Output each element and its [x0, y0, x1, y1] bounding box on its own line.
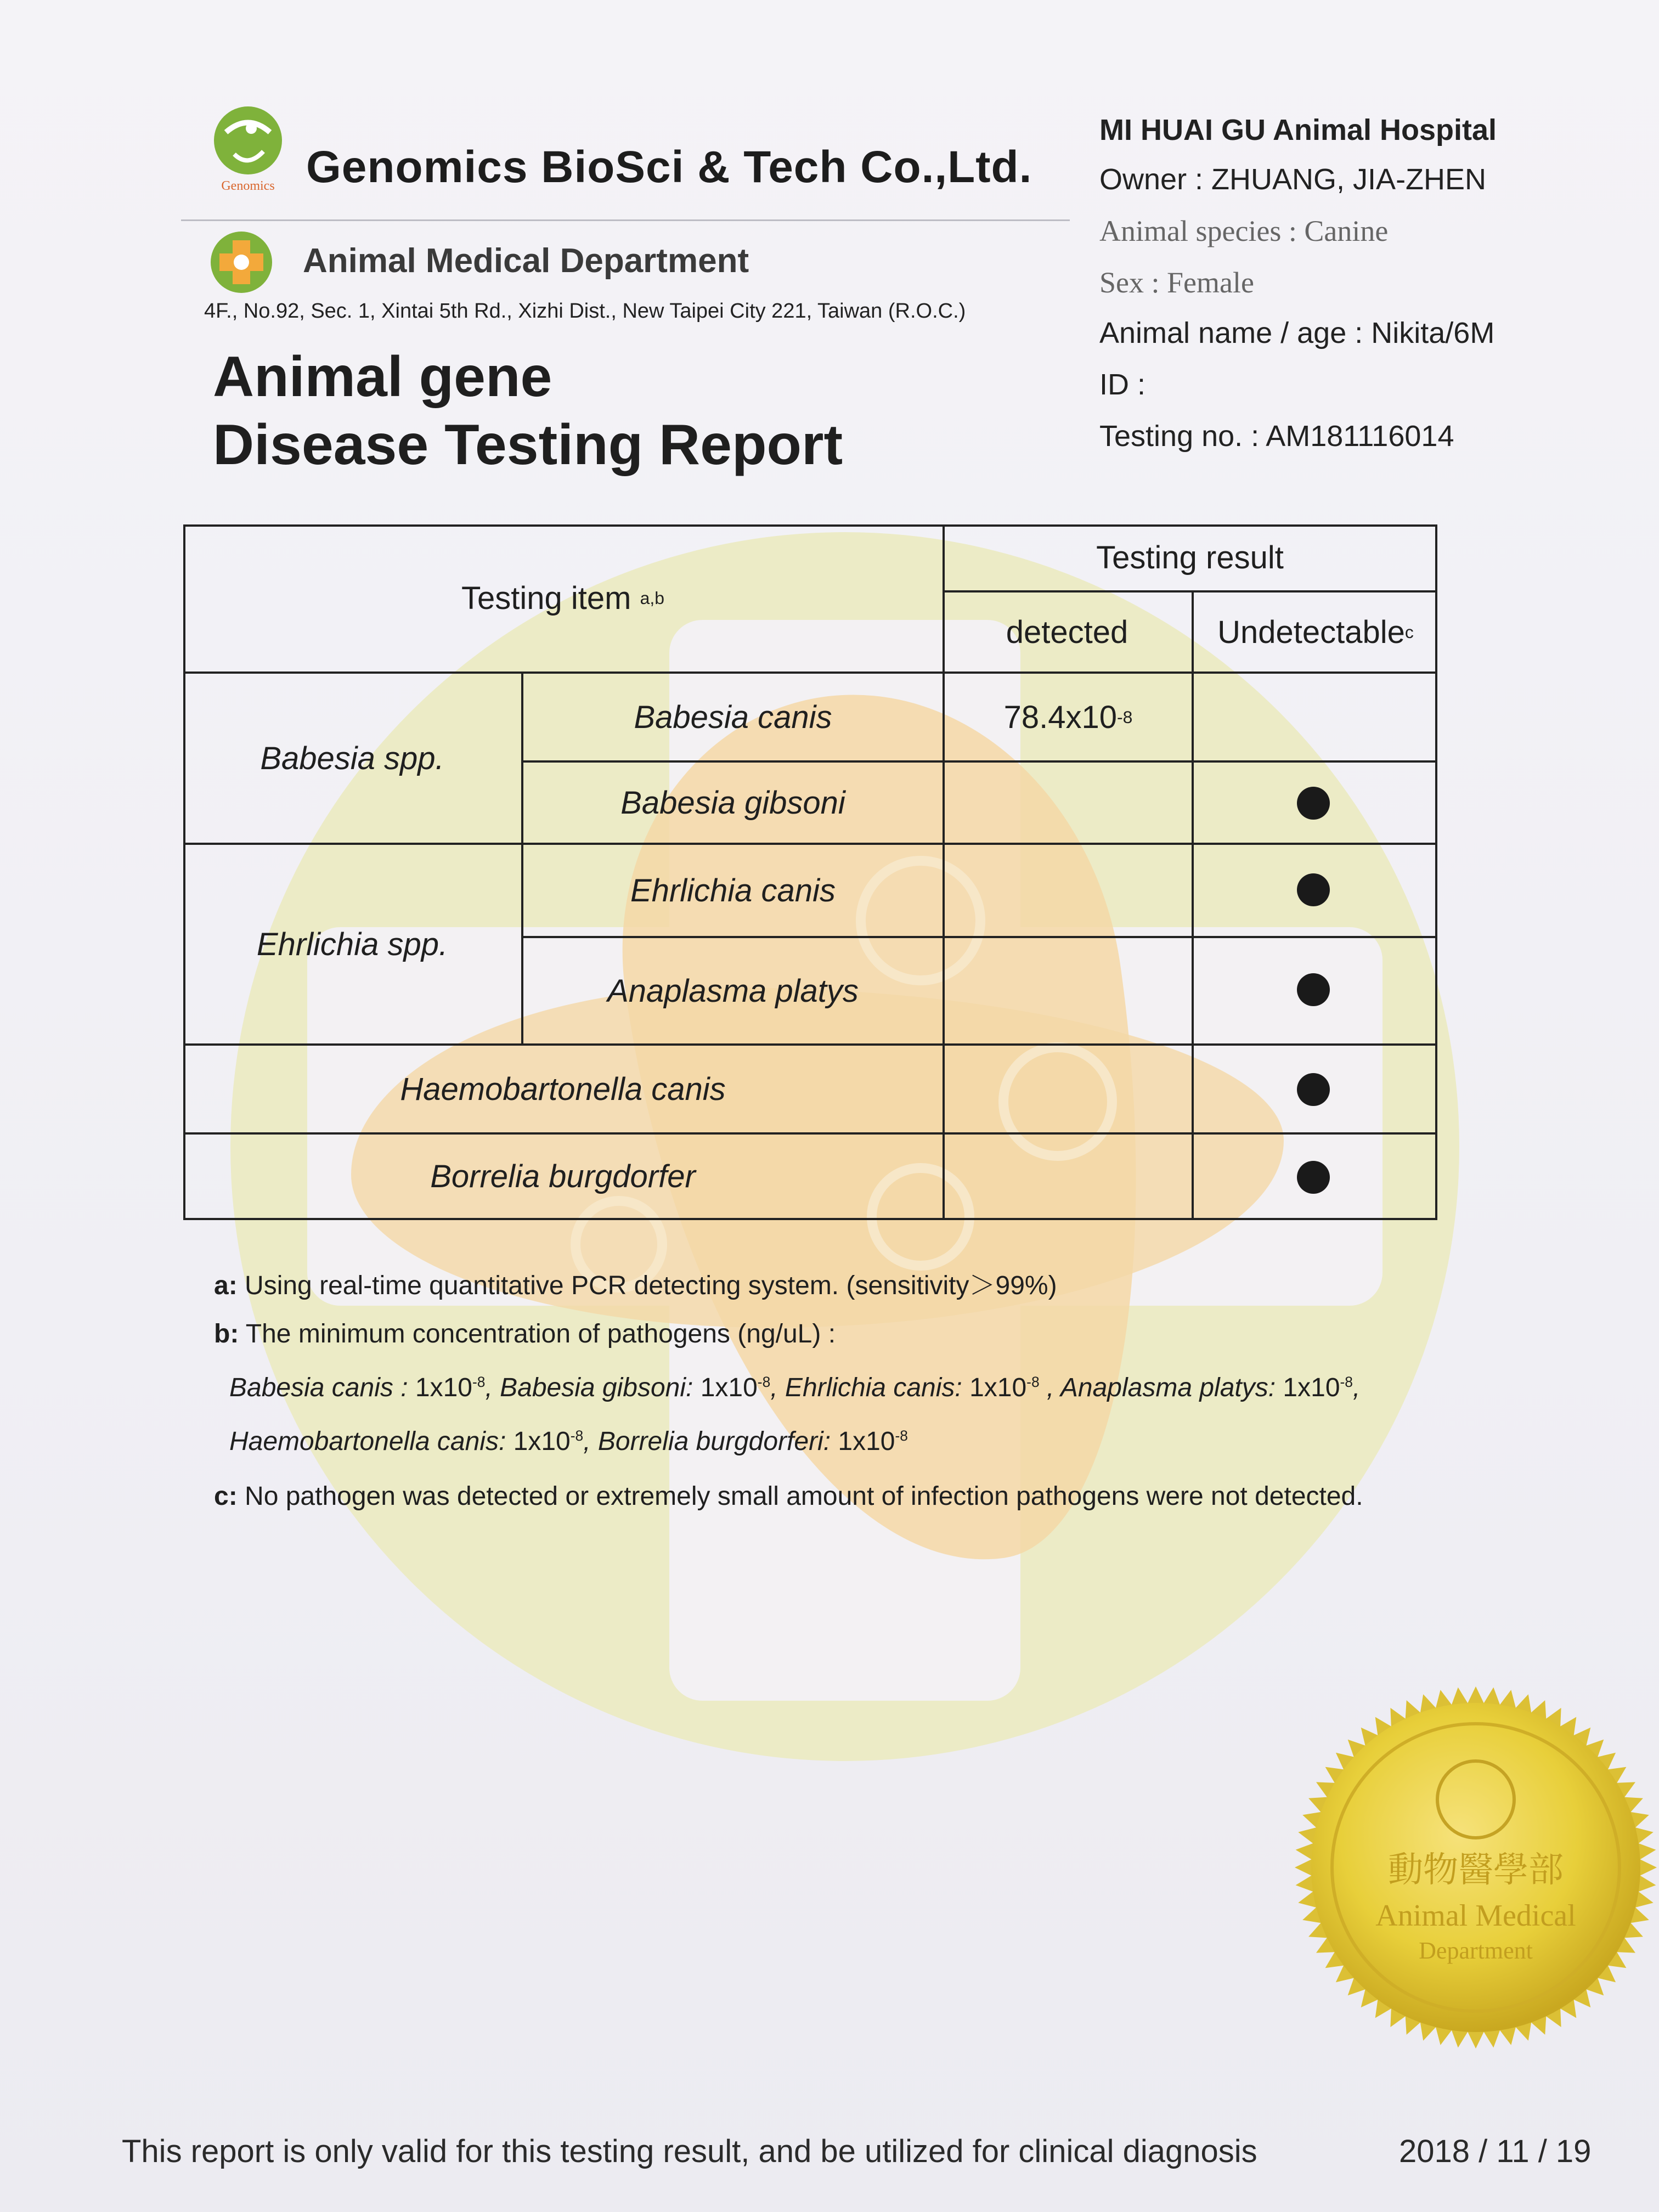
undetectable-mark — [1297, 787, 1330, 820]
results-table — [183, 524, 1437, 1220]
company-address: 4F., No.92, Sec. 1, Xintai 5th Rd., Xizhi Dist., New Taipei City 221, Taiwan (R.O.C.) — [204, 300, 966, 323]
sex-field: Sex : Female — [1099, 266, 1254, 299]
species-field: Animal species : Canine — [1099, 215, 1389, 247]
note-c: c: No pathogen was detected or extremely small amount of infection pathogens were not detected. — [214, 1482, 1363, 1511]
footer-disclaimer: This report is only valid for this testing result, and be utilized for clinical diagnosis — [122, 2134, 1257, 2169]
undetectable-mark — [1297, 873, 1330, 906]
undetectable-mark — [1297, 973, 1330, 1006]
department-logo — [208, 229, 274, 295]
undetectable-mark — [1297, 1073, 1330, 1106]
seal-chinese-text: 動物醫學部 — [1388, 1850, 1564, 1891]
note-b-concentrations-line2: Haemobartonella canis: $1x10^{-8}$, Borrelia burgdorferi: $1x10^{-8}$ — [229, 1427, 908, 1456]
detected-value: 78.4x10 -8 — [1003, 699, 1133, 735]
item-babesia-canis: Babesia canis — [634, 699, 832, 735]
item-anaplasma-platys: Anaplasma platys — [607, 973, 859, 1009]
seal-text-line1: Animal Medical — [1375, 1899, 1576, 1933]
item-borrelia-burgdorfer: Borrelia burgdorfer — [430, 1158, 696, 1194]
header-detected: detected — [1006, 614, 1128, 650]
company-name: Genomics BioSci & Tech Co.,Ltd. — [306, 142, 1032, 192]
note-b-concentrations-line1: Babesia canis : $1x10^{-8}$, Babesia gibsoni: $1x10^{-8}$, Ehrlichia canis: $1x10^{-8}$ , Anaplasma platys: $1x10^{-8}$, — [229, 1373, 1361, 1402]
note-b: b: The minimum concentration of pathogens (ng/uL) : — [214, 1319, 836, 1348]
gold-seal — [1293, 1684, 1659, 2051]
item-ehrlichia-canis: Ehrlichia canis — [630, 872, 836, 909]
group-babesia: Babesia spp. — [260, 740, 444, 776]
hospital-name: MI HUAI GU Animal Hospital — [1099, 114, 1497, 146]
header-testing-item: Testing item a,b — [461, 580, 664, 616]
id-field: ID : — [1099, 368, 1146, 401]
group-ehrlichia: Ehrlichia spp. — [256, 926, 448, 962]
logo-text: Genomics — [221, 179, 275, 193]
header-testing-result: Testing result — [1096, 539, 1284, 575]
department-name: Animal Medical Department — [303, 242, 749, 280]
animal-name-age-field: Animal name / age : Nikita/6M — [1099, 317, 1495, 349]
item-babesia-gibsoni: Babesia gibsoni — [620, 785, 845, 821]
report-title: Animal gene — [213, 345, 552, 409]
header-undetectable: Undetectable c — [1217, 614, 1414, 650]
note-a: a: Using real-time quantitative PCR detecting system. (sensitivity＞99%) — [214, 1271, 1057, 1300]
header-divider — [181, 219, 1070, 221]
genomics-logo — [204, 102, 292, 206]
owner-field: Owner : ZHUANG, JIA-ZHEN — [1099, 163, 1487, 196]
testing-number-field: Testing no. : AM181116014 — [1099, 420, 1454, 453]
report-title: Disease Testing Report — [213, 413, 843, 477]
report-date: 2018 / 11 / 19 — [1399, 2134, 1592, 2169]
undetectable-mark — [1297, 1161, 1330, 1194]
seal-text-line2: Department — [1419, 1937, 1533, 1964]
item-haemobartonella-canis: Haemobartonella canis — [400, 1071, 726, 1107]
